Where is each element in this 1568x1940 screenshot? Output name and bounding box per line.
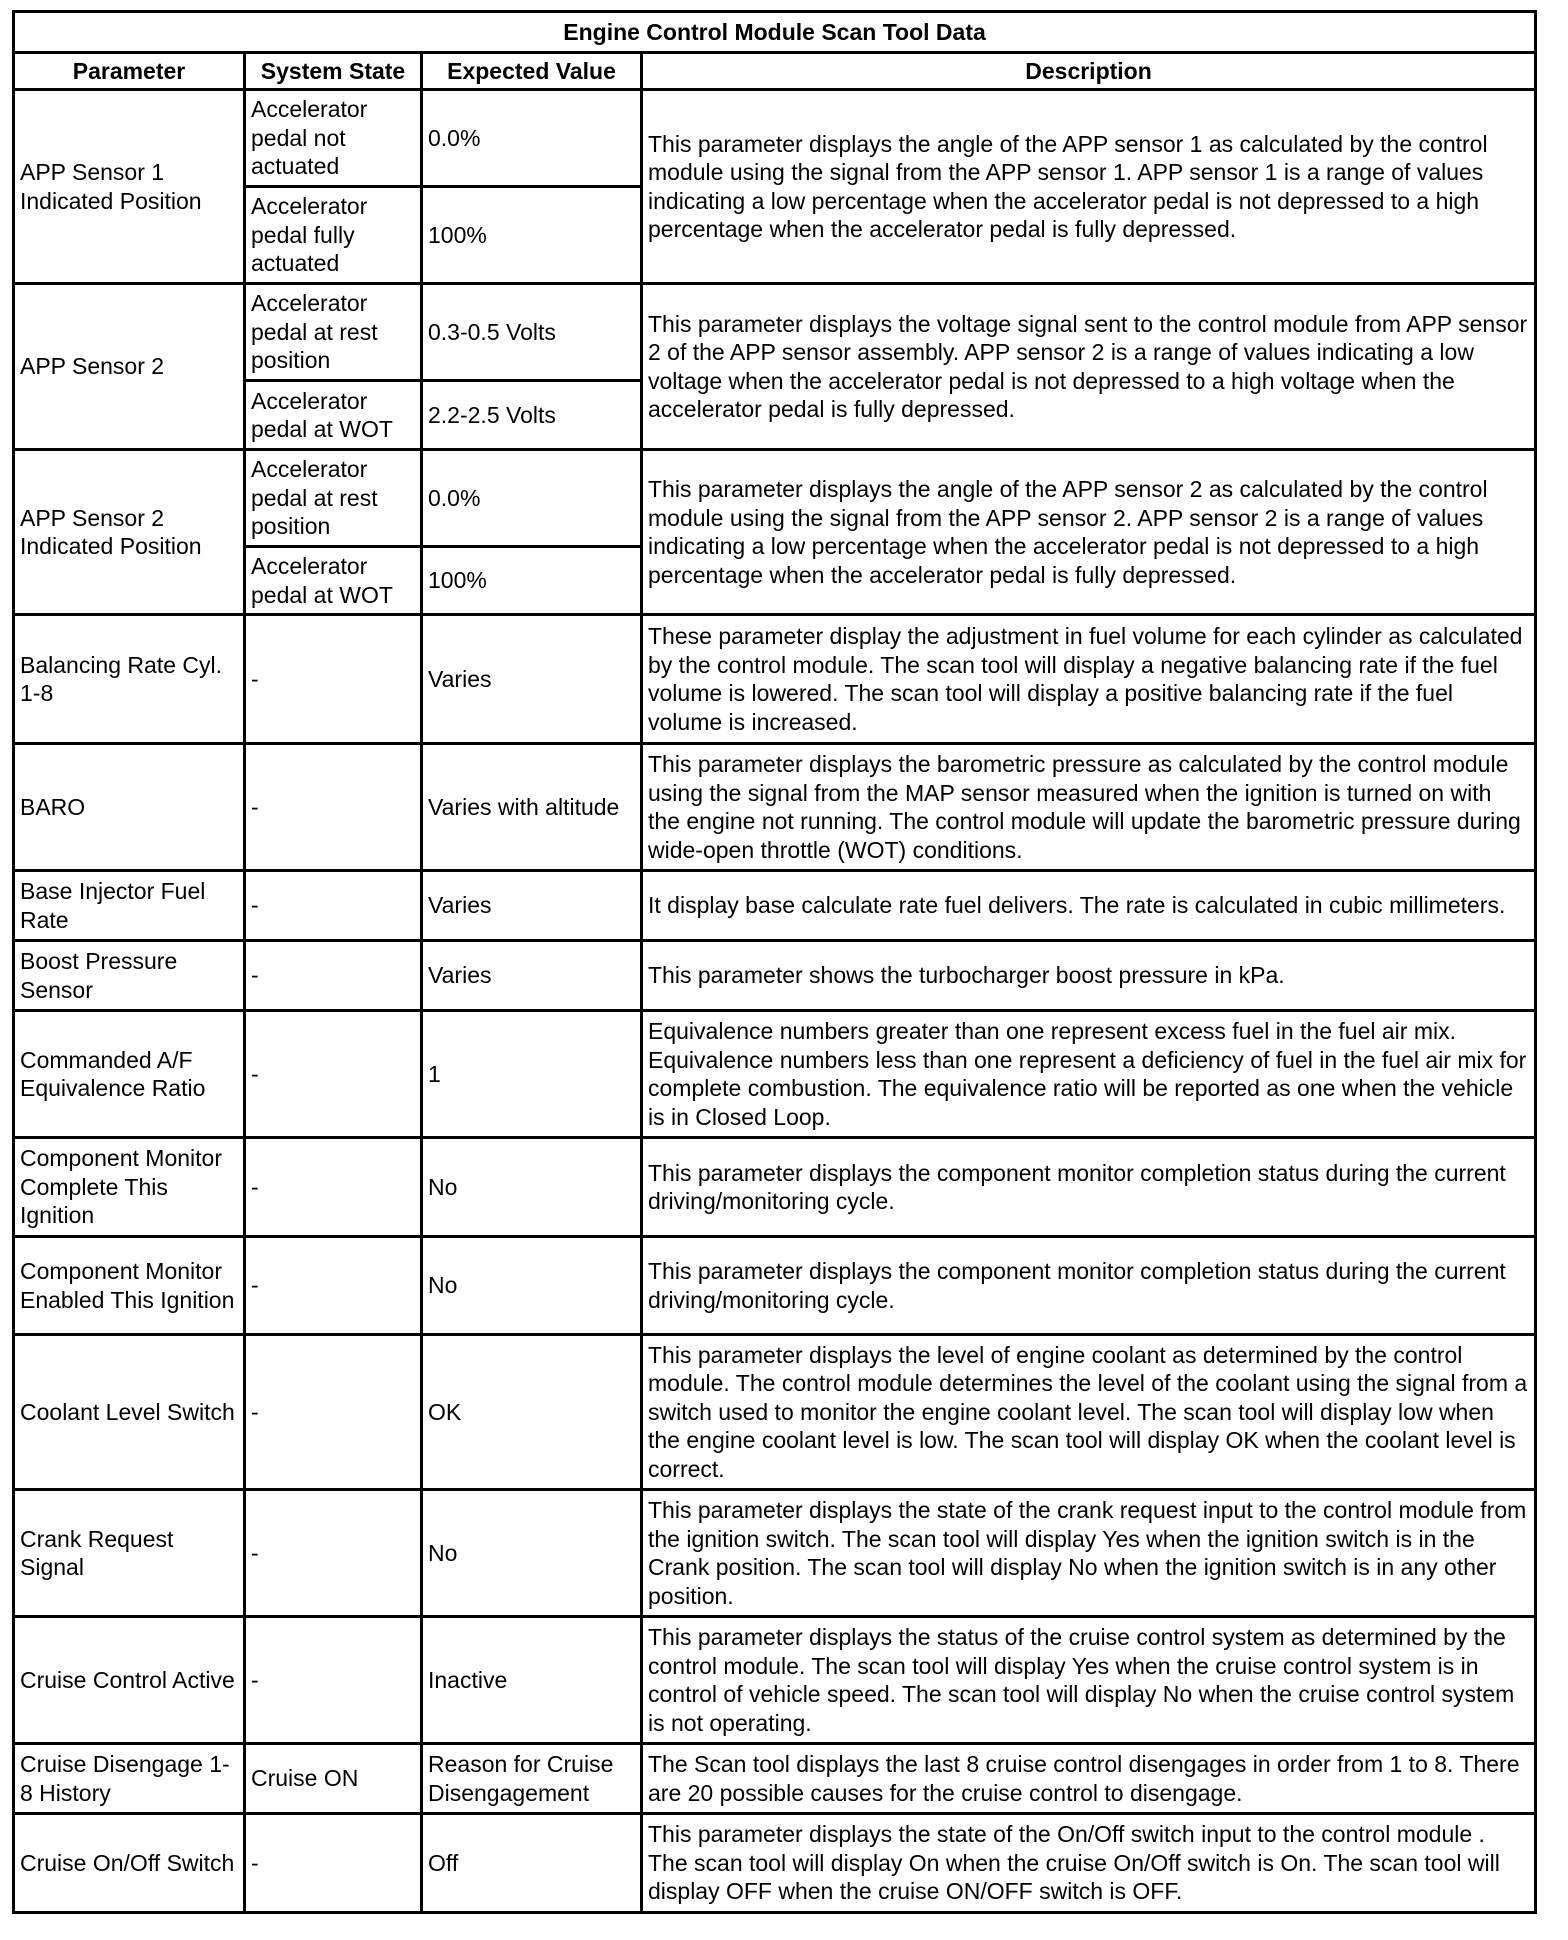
header-expected-value: Expected Value — [422, 53, 642, 90]
parameter-cell: APP Sensor 2 Indicated Position — [14, 450, 245, 615]
expected-value-cell: 0.0% — [422, 450, 642, 547]
expected-value-cell: Varies with altitude — [422, 744, 642, 871]
system-state-cell: - — [245, 744, 422, 871]
description-cell: This parameter shows the turbocharger boost pressure in kPa. — [642, 941, 1536, 1011]
description-cell: These parameter display the adjustment in fuel volume for each cylinder as calculated by the control module. The scan tool will display a negative balancing rate if the fuel volume is lowered. The scan tool will display a positive balancing rate if the fuel volume is increased. — [642, 615, 1536, 744]
header-system-state: System State — [245, 53, 422, 90]
description-cell: The Scan tool displays the last 8 cruise control disengages in order from 1 to 8. There are 20 possible causes for the cruise control to disengage. — [642, 1744, 1536, 1814]
table-row — [14, 1011, 1536, 1138]
system-state-cell: Accelerator pedal at rest position — [245, 284, 422, 381]
parameter-cell: Boost Pressure Sensor — [14, 941, 245, 1011]
parameter-cell: Commanded A/F Equivalence Ratio — [14, 1011, 245, 1138]
expected-value-cell: 1 — [422, 1011, 642, 1138]
table-row — [14, 1237, 1536, 1335]
table-row — [14, 1490, 1536, 1617]
description-cell: This parameter displays the barometric pressure as calculated by the control module using the signal from the MAP sensor measured when the ignition is turned on with the engine not running. The control module will update the barometric pressure during wide-open throttle (WOT) conditions. — [642, 744, 1536, 871]
parameter-cell: Cruise On/Off Switch — [14, 1814, 245, 1913]
description-cell: It display base calculate rate fuel delivers. The rate is calculated in cubic millimeters. — [642, 871, 1536, 941]
description-cell: Equivalence numbers greater than one represent excess fuel in the fuel air mix. Equivalence numbers less than one represent a deficiency of fuel in the fuel air mix for complete combustion. The equivalence ratio will be reported as one when the vehicle is in Closed Loop. — [642, 1011, 1536, 1138]
system-state-cell: Accelerator pedal not actuated — [245, 90, 422, 187]
expected-value-cell: No — [422, 1490, 642, 1617]
table-row — [14, 871, 1536, 941]
system-state-cell: Accelerator pedal at rest position — [245, 450, 422, 547]
system-state-cell: Accelerator pedal fully actuated — [245, 187, 422, 284]
system-state-cell: - — [245, 1011, 422, 1138]
table-row — [14, 450, 1536, 547]
parameter-cell: Crank Request Signal — [14, 1490, 245, 1617]
system-state-cell: - — [245, 871, 422, 941]
system-state-cell: - — [245, 1335, 422, 1490]
table-row — [14, 1138, 1536, 1237]
system-state-cell: - — [245, 1617, 422, 1744]
parameter-cell: Component Monitor Complete This Ignition — [14, 1138, 245, 1237]
parameter-cell: APP Sensor 1 Indicated Position — [14, 90, 245, 284]
expected-value-cell: Off — [422, 1814, 642, 1913]
table-title: Engine Control Module Scan Tool Data — [14, 12, 1536, 53]
table-row — [14, 941, 1536, 1011]
description-cell: This parameter displays the status of the cruise control system as determined by the control module. The scan tool will display Yes when the cruise control system is in control of vehicle speed. The scan tool will display No when the cruise control system is not operating. — [642, 1617, 1536, 1744]
expected-value-cell: 100% — [422, 547, 642, 615]
table-row — [14, 1335, 1536, 1490]
expected-value-cell: No — [422, 1237, 642, 1335]
parameter-cell: BARO — [14, 744, 245, 871]
table-row — [14, 615, 1536, 744]
parameter-cell: APP Sensor 2 — [14, 284, 245, 450]
parameter-cell: Component Monitor Enabled This Ignition — [14, 1237, 245, 1335]
header-description: Description — [642, 53, 1536, 90]
table-row — [14, 744, 1536, 871]
expected-value-cell: Varies — [422, 941, 642, 1011]
table-row — [14, 1617, 1536, 1744]
description-cell: This parameter displays the state of the On/Off switch input to the control module . The scan tool will display On when the cruise On/Off switch is On. The scan tool will display OFF when the cruise ON/OFF switch is OFF. — [642, 1814, 1536, 1913]
description-cell: This parameter displays the state of the crank request input to the control module from the ignition switch. The scan tool will display Yes when the ignition switch is in the Crank position. The scan tool will display No when the ignition switch is in any other position. — [642, 1490, 1536, 1617]
table-row — [14, 1744, 1536, 1814]
expected-value-cell: Reason for Cruise Disengagement — [422, 1744, 642, 1814]
expected-value-cell: No — [422, 1138, 642, 1237]
table-row — [14, 90, 1536, 187]
parameter-cell: Base Injector Fuel Rate — [14, 871, 245, 941]
description-cell: This parameter displays the level of engine coolant as determined by the control module. The control module determines the level of the coolant using the signal from a switch used to monitor the engine coolant level. The scan tool will display low when the engine coolant level is low. The scan tool will display OK when the coolant level is correct. — [642, 1335, 1536, 1490]
expected-value-cell: OK — [422, 1335, 642, 1490]
expected-value-cell: Inactive — [422, 1617, 642, 1744]
system-state-cell: Accelerator pedal at WOT — [245, 381, 422, 450]
system-state-cell: Cruise ON — [245, 1744, 422, 1814]
expected-value-cell: 100% — [422, 187, 642, 284]
system-state-cell: Accelerator pedal at WOT — [245, 547, 422, 615]
table-row — [14, 1814, 1536, 1913]
system-state-cell: - — [245, 615, 422, 744]
parameter-cell: Coolant Level Switch — [14, 1335, 245, 1490]
table-row — [14, 284, 1536, 381]
title-row — [14, 12, 1536, 53]
description-cell: This parameter displays the voltage signal sent to the control module from APP sensor 2 of the APP sensor assembly. APP sensor 2 is a range of values indicating a low voltage when the accelerator pedal is not depressed to a high voltage when the accelerator pedal is fully depressed. — [642, 284, 1536, 450]
description-cell: This parameter displays the angle of the APP sensor 2 as calculated by the control module using the signal from the APP sensor 2. APP sensor 2 is a range of values indicating a low percentage when the accelerator pedal is not depressed to a high percentage when the accelerator pedal is fully depressed. — [642, 450, 1536, 615]
expected-value-cell: 0.3-0.5 Volts — [422, 284, 642, 381]
expected-value-cell: 2.2-2.5 Volts — [422, 381, 642, 450]
system-state-cell: - — [245, 1814, 422, 1913]
description-cell: This parameter displays the component monitor completion status during the current driving/monitoring cycle. — [642, 1237, 1536, 1335]
parameter-cell: Balancing Rate Cyl. 1-8 — [14, 615, 245, 744]
system-state-cell: - — [245, 941, 422, 1011]
expected-value-cell: Varies — [422, 871, 642, 941]
parameter-cell: Cruise Control Active — [14, 1617, 245, 1744]
parameter-cell: Cruise Disengage 1-8 History — [14, 1744, 245, 1814]
header-row — [14, 53, 1536, 90]
expected-value-cell: 0.0% — [422, 90, 642, 187]
system-state-cell: - — [245, 1138, 422, 1237]
system-state-cell: - — [245, 1237, 422, 1335]
description-cell: This parameter displays the angle of the APP sensor 1 as calculated by the control module using the signal from the APP sensor 1. APP sensor 1 is a range of values indicating a low percentage when the accelerator pedal is not depressed to a high percentage when the accelerator pedal is fully depressed. — [642, 90, 1536, 284]
description-cell: This parameter displays the component monitor completion status during the current driving/monitoring cycle. — [642, 1138, 1536, 1237]
system-state-cell: - — [245, 1490, 422, 1617]
scan-tool-data-table — [12, 10, 1537, 1914]
expected-value-cell: Varies — [422, 615, 642, 744]
header-parameter: Parameter — [14, 53, 245, 90]
